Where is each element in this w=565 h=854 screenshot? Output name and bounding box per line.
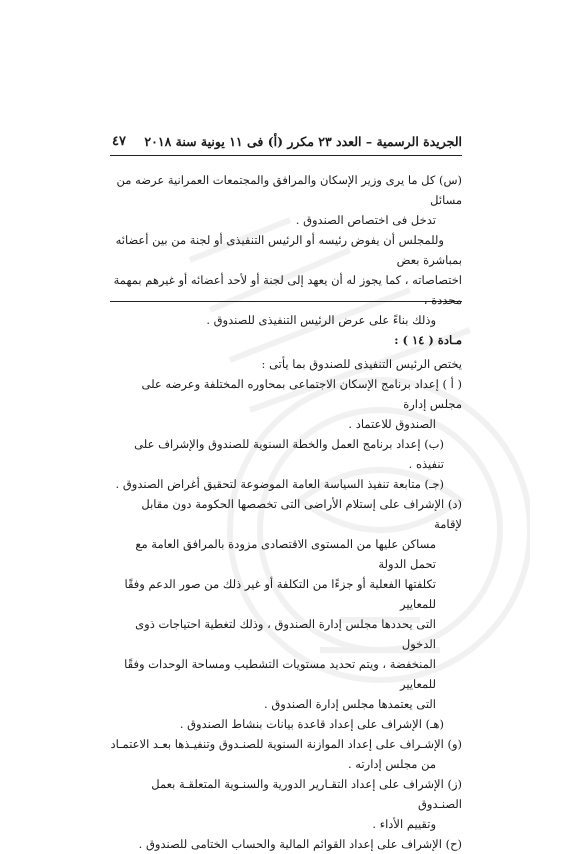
item-z-line: (ز) الإشراف على إعداد التقـارير الدورية والسنـوية المتعلقـة بعمل الصنـدوق	[151, 777, 462, 811]
header-divider	[110, 155, 462, 156]
item-w-line: من مجلس إدارته .	[347, 757, 436, 771]
item-s-line: تدخل فى اختصاص الصندوق .	[295, 213, 436, 227]
item-b-line: (ب) إعداد برنامج العمل والخطة السنوية للصندوق والإشراف على تنفيذه .	[134, 437, 444, 471]
page-header	[112, 134, 462, 149]
item-h2-line: (ح) الإشراف على إعداد القوائم المالية والحساب الختامى للصندوق .	[138, 837, 462, 851]
item-d-line: التى يعتمدها مجلس إدارة الصندوق .	[264, 697, 436, 711]
document-body	[110, 170, 462, 854]
item-d-line: تكلفتها الفعلية أو جزءًا من التكلفة أو غير ذلك من صور الدعم وفقًا للمعايير	[124, 577, 436, 611]
item-s-line: (س) كل ما يرى وزير الإسكان والمرافق والمجتمعات العمرانية عرضه من مسائل	[116, 173, 462, 207]
item-j-line: (جـ) متابعة تنفيذ السياسة العامة الموضوعة لتحقيق أغراض الصندوق .	[115, 477, 444, 491]
item-a-line: ( أ ) إعداد برنامج الإسكان الاجتماعى بمحاوره المختلفة وعرضه على مجلس إدارة	[141, 377, 462, 411]
paragraph-line: اختصاصاته ، كما يجوز له أن يعهد إلى لجنة أو لأحد أعضائه أو غيرهم بمهمة محددة ،	[113, 273, 462, 307]
item-z-line: وتقييم الأداء .	[372, 817, 436, 831]
item-d-line: المنخفضة ، ويتم تحديد مستويات التشطيب ومساحة الوحدات وفقًا للمعايير	[124, 657, 436, 691]
item-a-line: الصندوق للاعتماد .	[348, 417, 436, 431]
item-w-line: (و) الإشـراف على إعداد الموازنة السنوية للصنـدوق وتنفيـذها بعـد الاعتمـاد	[110, 737, 462, 751]
article-intro: يختص الرئيس التنفيذى للصندوق بما يأتى :	[261, 357, 462, 371]
paragraph-line: وللمجلس أن يفوض رئيسه أو الرئيس التنفيذى أو لجنة من بين أعضائه بمباشرة بعض	[115, 233, 462, 267]
paragraph-line: وذلك بناءً على عرض الرئيس التنفيذى للصندوق .	[206, 313, 436, 327]
page-number: ٤٧	[112, 134, 126, 149]
item-d-line: التى يحددها مجلس إدارة الصندوق ، وذلك لتغطية احتياجات ذوى الدخول	[135, 617, 436, 651]
header-title: الجريدة الرسمية – العدد ٢٣ مكرر (أ) فى ١١ يونية سنة ٢٠١٨	[144, 134, 462, 149]
item-d-line: مساكن عليها من المستوى الاقتصادى مزودة بالمرافق العامة مع تحمل الدولة	[135, 537, 436, 571]
item-d-line: (د) الإشراف على إستلام الأراضى التى تخصصها الحكومة دون مقابل لإقامة	[141, 497, 462, 531]
item-h-line: (هـ) الإشراف على إعداد قاعدة بيانات بنشاط الصندوق .	[179, 717, 444, 731]
article-heading: مـادة ( ١٤ ) :	[394, 333, 462, 347]
